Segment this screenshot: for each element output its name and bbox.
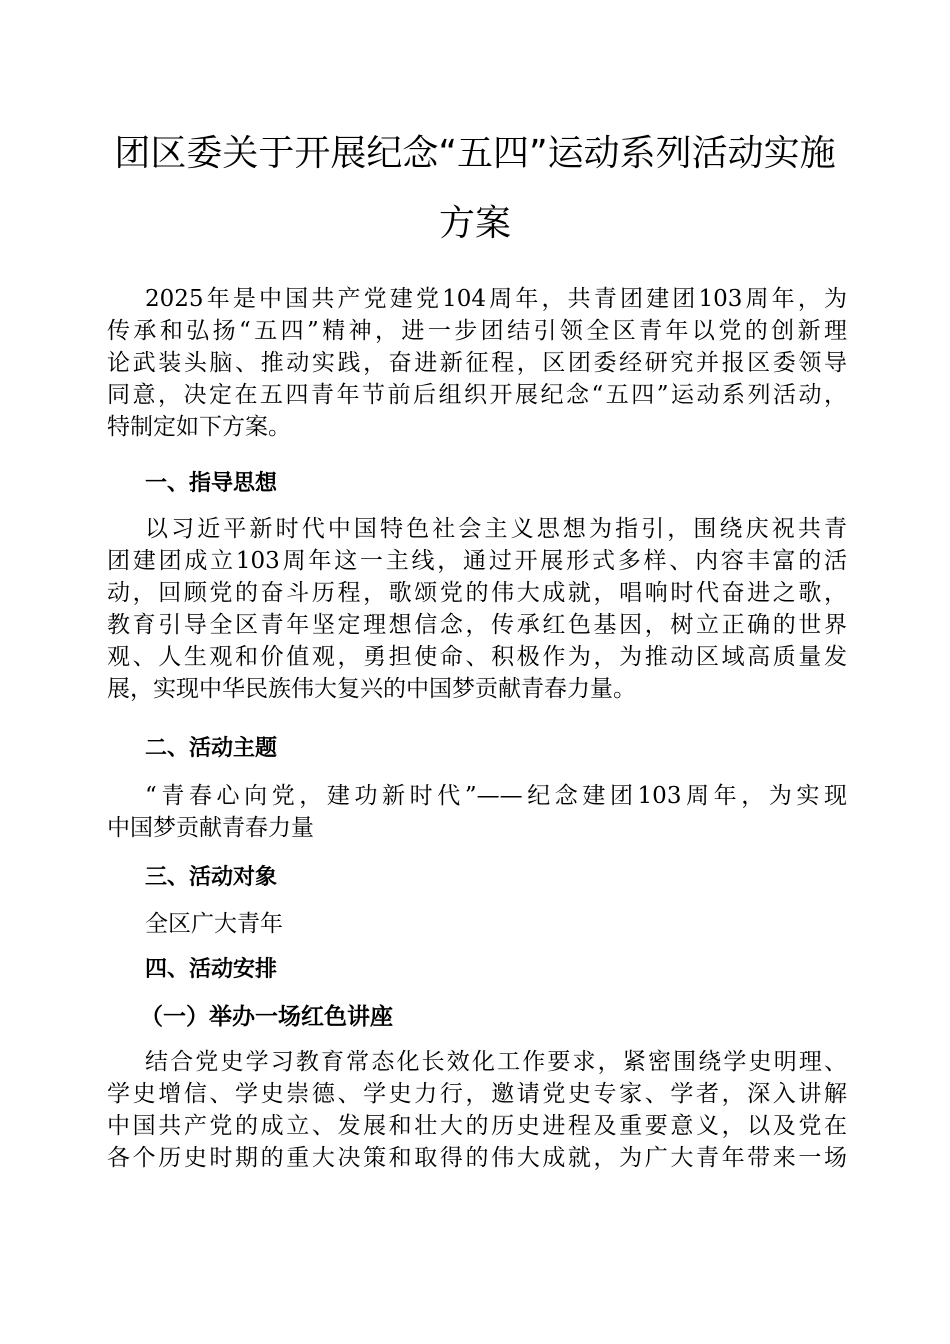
section1-line: 教育引导全区青年坚定理想信念，传承红色基因，树立正确的世界 — [107, 612, 847, 638]
subsection-heading-red-lecture: （一）举办一场红色讲座 — [140, 1003, 393, 1030]
subsection1-paragraph — [107, 1046, 847, 1174]
section1-line: 动，回顾党的奋斗历程，歌颂党的伟大成就，唱响时代奋进之歌， — [107, 580, 847, 606]
intro-line: 同意，决定在五四青年节前后组织开展纪念“五四”运动系列活动， — [107, 382, 847, 408]
section1-line: 以习近平新时代中国特色社会主义思想为指引，围绕庆祝共青 — [145, 516, 847, 542]
intro-line: 传承和弘扬“五四”精神，进一步团结引领全区青年以党的创新理 — [107, 318, 847, 344]
section1-line: 展，实现中华民族伟大复兴的中国梦贡献青春力量。 — [107, 676, 636, 702]
document-title-line-1: 团区委关于开展纪念“五四”运动系列活动实施 — [114, 133, 836, 174]
intro-line: 特制定如下方案。 — [107, 414, 291, 440]
subsection1-line: 中国共产党的成立、发展和壮大的历史进程及重要意义，以及党在 — [107, 1113, 847, 1139]
section2-paragraph — [107, 780, 847, 844]
intro-paragraph — [107, 283, 847, 443]
section1-line: 观、人生观和价值观，勇担使命、积极作为，为推动区域高质量发 — [107, 644, 847, 670]
document-title-line-2: 方案 — [438, 203, 511, 244]
section1-paragraph — [107, 513, 847, 705]
subsection1-line: 各个历史时期的重大决策和取得的伟大成就，为广大青年带来一场 — [107, 1145, 847, 1171]
intro-line: 2025年是中国共产党建党104周年，共青团建团103周年，为 — [145, 286, 847, 312]
subsection1-line: 结合党史学习教育常态化长效化工作要求，紧密围绕学史明理、 — [145, 1049, 847, 1075]
section-heading-activity-target: 三、活动对象 — [145, 865, 278, 890]
section-heading-activity-arrangement: 四、活动安排 — [145, 957, 278, 982]
section-heading-activity-theme: 二、活动主题 — [145, 736, 278, 761]
section2-line: 中国梦贡献青春力量 — [107, 815, 314, 841]
subsection1-line: 学史增信、学史崇德、学史力行，邀请党史专家、学者，深入讲解 — [107, 1081, 847, 1107]
section2-line: “青春心向党，建功新时代”——纪念建团103周年，为实现 — [145, 783, 847, 809]
section-heading-guiding-ideology: 一、指导思想 — [145, 471, 278, 496]
section3-text: 全区广大青年 — [145, 911, 283, 937]
section1-line: 团建团成立103周年这一主线，通过开展形式多样、内容丰富的活 — [107, 548, 847, 574]
intro-line: 论武装头脑、推动实践，奋进新征程，区团委经研究并报区委领导 — [107, 350, 847, 376]
